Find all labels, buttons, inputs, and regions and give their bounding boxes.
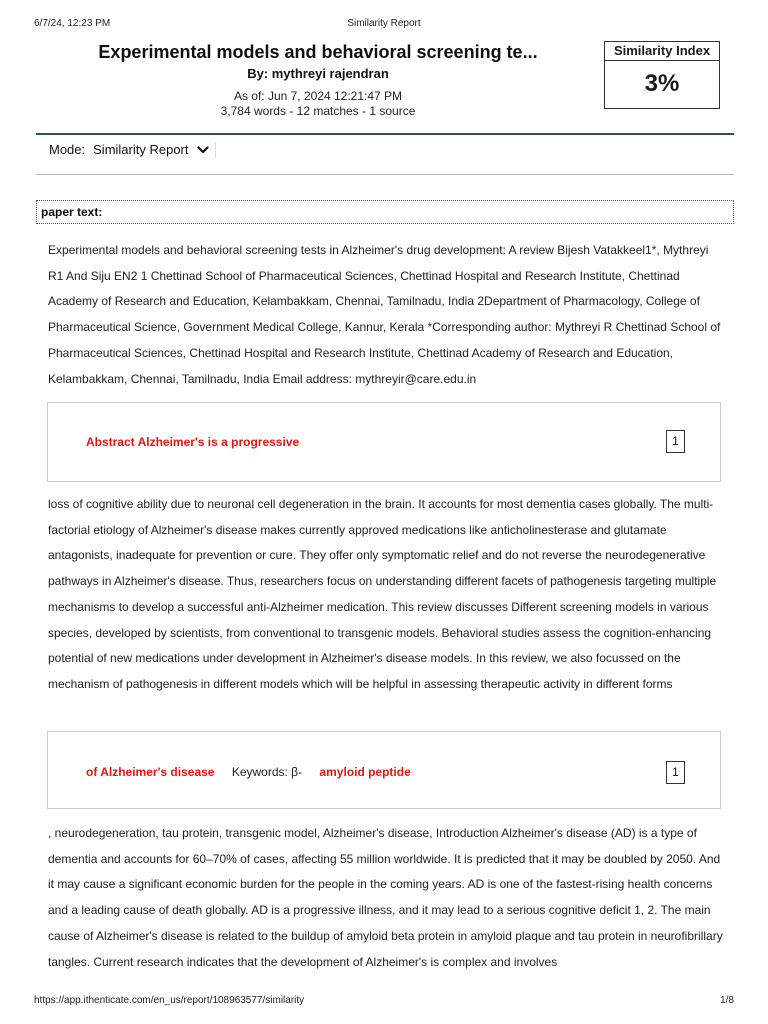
paper-text-label: paper text:	[36, 200, 734, 224]
mode-row	[49, 142, 216, 158]
matched-text[interactable]: amyloid peptide	[319, 765, 411, 779]
paper-paragraph: Experimental models and behavioral screening tests in Alzheimer's drug development: A review Bijesh Vatakkeel1*, Mythreyi R1 And Siju EN2 1 Chettinad School of Pharmaceutical Sciences, Chettinad Hospital and Research Institute, Chettinad Academy of Research and Education, Kelambakkam, Chennai, Tamilnadu, India 2Department of Pharmacology, College of Pharmaceutical Science, Government Medical College, Kannur, Kerala *Corresponding author: Mythreyi R Chettinad School of Pharmaceutical Sciences, Chettinad Hospital and Research Institute, Chettinad Academy of Research and Education, Kelambakkam, Chennai, Tamilnadu, India Email address: mythreyir@care.edu.in	[48, 243, 721, 386]
mode-divider	[36, 174, 734, 175]
similarity-index-value: 3%	[644, 70, 680, 97]
matched-text[interactable]: Abstract Alzheimer's is a progressive	[86, 435, 300, 449]
document-title: Experimental models and behavioral screening te...	[98, 42, 538, 62]
print-datetime: 6/7/24, 12:23 PM	[34, 18, 111, 29]
print-url: https://app.ithenticate.com/en_us/report/108963577/similarity	[34, 995, 305, 1006]
header-divider	[36, 133, 734, 135]
print-page-number: 1/8	[720, 995, 734, 1006]
paper-paragraph: loss of cognitive ability due to neuronal cell degeneration in the brain. It accounts for most dementia cases globally. The multi-factorial etiology of Alzheimer's disease makes currently approved medications like anticholinesterase and glutamate antagonists, inadequate for prevention or cure. They offer only symptomatic relief and do not reverse the neurodegenerative pathways in Alzheimer's disease. Thus, researchers focus on understanding different facets of pathogenesis targeting multiple mechanisms to develop a successful anti-Alzheimer medication. This review discusses Different screening models in various species, developed by scientists, from conventional to transgenic models. Behavioral studies assess the cognition-enhancing potential of new medications under development in Alzheimer's disease models. In this review, we also focussed on the mechanism of pathogenesis in different models which will be helpful in assessing therapeutic activity in different forms	[48, 497, 717, 691]
report-stats: 3,784 words - 12 matches - 1 source	[220, 104, 416, 118]
document-author: By: mythreyi rajendran	[247, 66, 389, 81]
matched-text[interactable]: of Alzheimer's disease	[86, 765, 215, 779]
mode-dropdown[interactable]	[93, 142, 215, 158]
match-text	[86, 765, 411, 780]
mode-selected-value: Similarity Report	[93, 142, 189, 157]
print-header	[34, 18, 734, 32]
print-title: Similarity Report	[347, 18, 421, 29]
similarity-index-box	[604, 41, 720, 109]
mode-label: Mode:	[49, 142, 86, 157]
match-source-number[interactable]: 1	[666, 761, 685, 784]
match-block[interactable]	[47, 402, 721, 482]
report-date: As of: Jun 7, 2024 12:21:47 PM	[233, 89, 403, 103]
similarity-index-label: Similarity Index	[605, 42, 719, 61]
unmatched-text: Keywords: β-	[231, 765, 303, 779]
match-text	[86, 435, 299, 450]
paper-paragraph: , neurodegeneration, tau protein, transgenic model, Alzheimer's disease, Introduction Alzheimer's disease (AD) is a type of dementia and accounts for 60–70% of cases, affecting 55 million worldwide. It is predicted that it may be doubled by 2050. And it may cause a significant economic burden for the people in the coming years. AD is one of the fastest-rising health concerns and a leading cause of death globally. AD is a progressive illness, and it may lead to a serious cognitive deficit 1, 2. The main cause of Alzheimer's disease is related to the buildup of amyloid beta protein in amyloid plaque and tau protein in neurofibrillary tangles. Current research indicates that the development of Alzheimer's is complex and involves	[48, 826, 723, 969]
match-source-number[interactable]: 1	[666, 430, 685, 453]
print-footer	[34, 995, 734, 1009]
report-header	[36, 40, 600, 119]
chevron-down-icon	[197, 145, 209, 155]
match-block[interactable]	[47, 731, 721, 809]
